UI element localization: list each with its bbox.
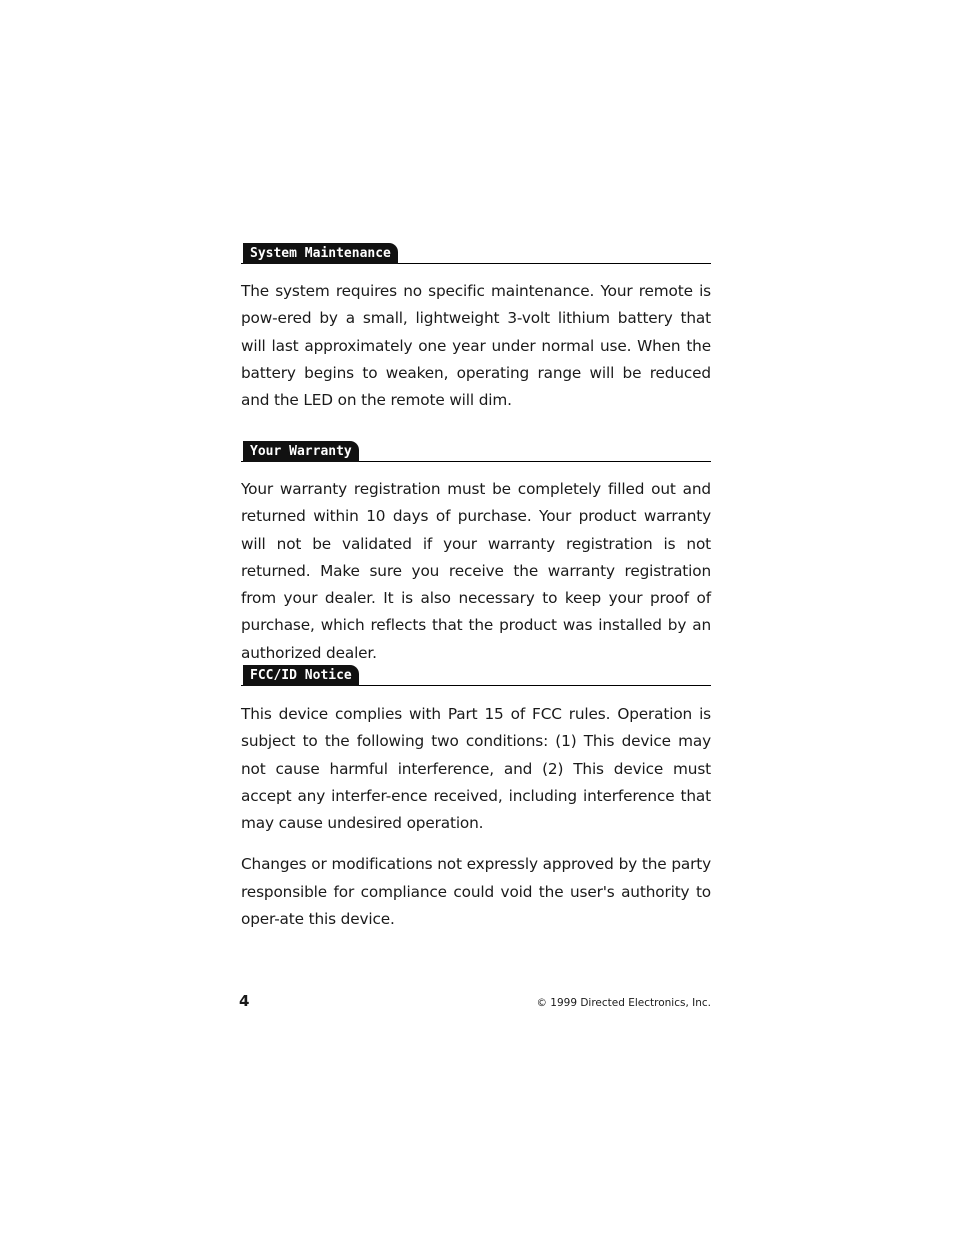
body-paragraph: Changes or modifications not expressly approved by the party responsible for compliance could void the user's authority to oper-ate this device. xyxy=(241,855,711,929)
section-heading: FCC/ID Notice xyxy=(243,665,359,686)
section-header xyxy=(241,440,711,462)
body-paragraph: Your warranty registration must be completely filled out and returned within 10 days of purchase. Your product warranty will not be validated if your warranty registration is not returned. Make sure you receive the warranty registration from your dealer. It is also necessary to keep your proof of purchase, which reflects that the product was installed by an authorized dealer. xyxy=(241,480,711,662)
section-header xyxy=(241,664,711,686)
section-fcc-id-notice xyxy=(241,664,711,933)
body-paragraph: The system requires no specific maintenance. Your remote is pow-ered by a small, lightweight 3-volt lithium battery that will last approximately one year under normal use. When the battery begins to weaken, operating range will be reduced and the LED on the remote will dim. xyxy=(241,282,711,410)
section-header xyxy=(241,242,711,264)
copyright-notice: © 1999 Directed Electronics, Inc. xyxy=(536,997,711,1009)
body-paragraph: This device complies with Part 15 of FCC rules. Operation is subject to the following two conditions: (1) This device may not cause harmful interference, and (2) This device must accept any interfer-ence received, including interference that may cause undesired operation. xyxy=(241,705,711,833)
section-your-warranty xyxy=(241,440,711,667)
page-number: 4 xyxy=(239,992,250,1010)
section-heading: System Maintenance xyxy=(243,243,398,264)
section-system-maintenance xyxy=(241,242,711,414)
section-heading: Your Warranty xyxy=(243,441,359,462)
